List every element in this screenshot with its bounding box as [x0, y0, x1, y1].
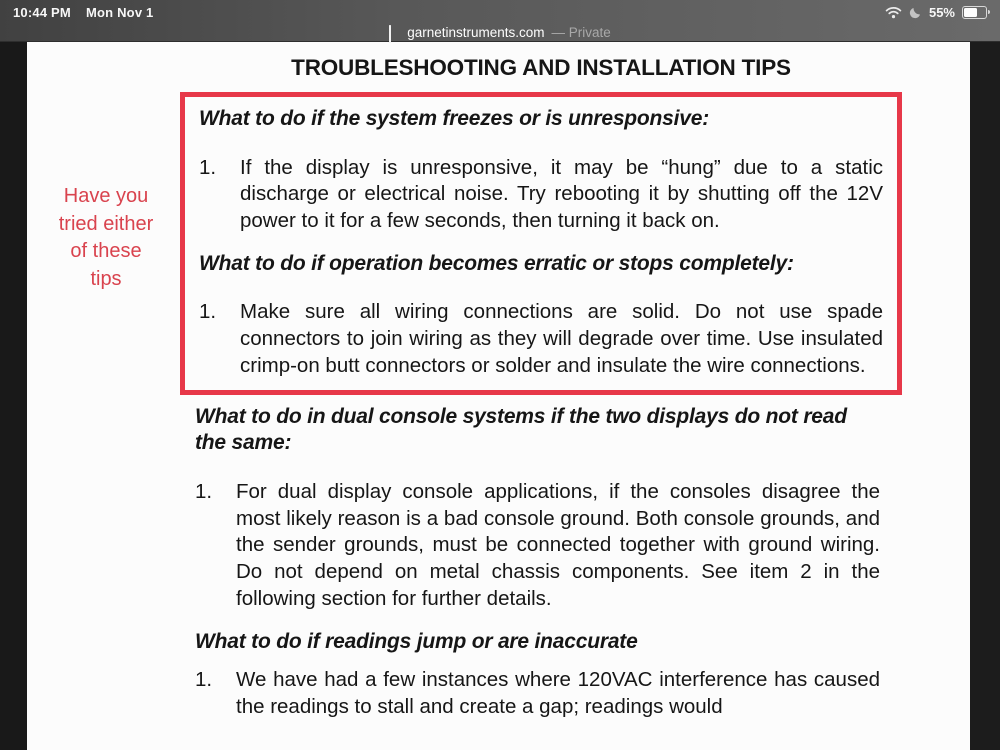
- document-content: [180, 42, 902, 737]
- section-heading-freezes: What to do if the system freezes or is unresponsive:: [199, 107, 710, 130]
- battery-percent-label: 55%: [928, 4, 955, 20]
- annotation-line: of these: [70, 240, 142, 262]
- list-item: [199, 299, 883, 379]
- private-mode-label: — Private: [551, 24, 611, 40]
- pdf-right-margin: [970, 42, 1000, 750]
- clock-time: 10:44 PM: [13, 4, 71, 20]
- address-bar[interactable]: [0, 22, 1000, 42]
- annotation-line: tips: [90, 267, 122, 290]
- wifi-icon: [885, 6, 902, 19]
- section-heading-readings: What to do if readings jump or are inaccurate: [195, 629, 638, 653]
- url-domain: garnetinstruments.com: [407, 24, 545, 40]
- list-text: Make sure all wiring connections are solid. Do not use spade connectors to join wiring as they will degrade over time. Use insulated crimp-on butt connectors or solder and insulate the wire connections.: [240, 300, 883, 377]
- battery-icon: [962, 6, 987, 19]
- list-number: 1.: [199, 300, 217, 324]
- clock-date: Mon Nov 1: [85, 4, 154, 20]
- do-not-disturb-moon-icon: [909, 6, 922, 19]
- page-title: TROUBLESHOOTING AND INSTALLATION TIPS: [291, 55, 791, 80]
- annotation-line: tried either: [58, 212, 154, 235]
- reviewer-annotation: [32, 183, 180, 293]
- status-bar: [0, 0, 1000, 22]
- section-dual-console: [180, 404, 902, 721]
- pdf-left-margin: [0, 42, 27, 750]
- list-item: [199, 155, 883, 235]
- list-number: 1.: [199, 155, 217, 179]
- list-number: 1.: [195, 668, 213, 692]
- browser-top-bar: [0, 0, 1000, 42]
- list-number: 1.: [195, 479, 213, 503]
- annotation-line: Have you: [63, 185, 149, 207]
- section-heading-erratic: What to do if operation becomes erratic or stops completely:: [199, 251, 794, 275]
- list-text: For dual display console applications, if the consoles disagree the most likely reason is a bad console ground. Both console grounds, and the sender grounds, must be connected together with ground wiring. Do not depend on metal chassis components. See item 2 in the following section for further details.: [236, 479, 880, 610]
- lock-icon: [389, 26, 400, 39]
- section-heading-dual-console: What to do in dual console systems if the two displays do not read the same:: [195, 404, 847, 455]
- list-item: [195, 667, 880, 721]
- list-text: We have had a few instances where 120VAC interference has caused the readings to stall and create a gap; readings would: [236, 668, 880, 719]
- list-item: [195, 479, 880, 613]
- red-highlight-box: [180, 92, 902, 395]
- list-text: If the display is unresponsive, it may be “hung” due to a static discharge or electrical noise. Try rebooting it by shutting off the 12V power to it for a few seconds, then turning it back on.: [240, 155, 883, 233]
